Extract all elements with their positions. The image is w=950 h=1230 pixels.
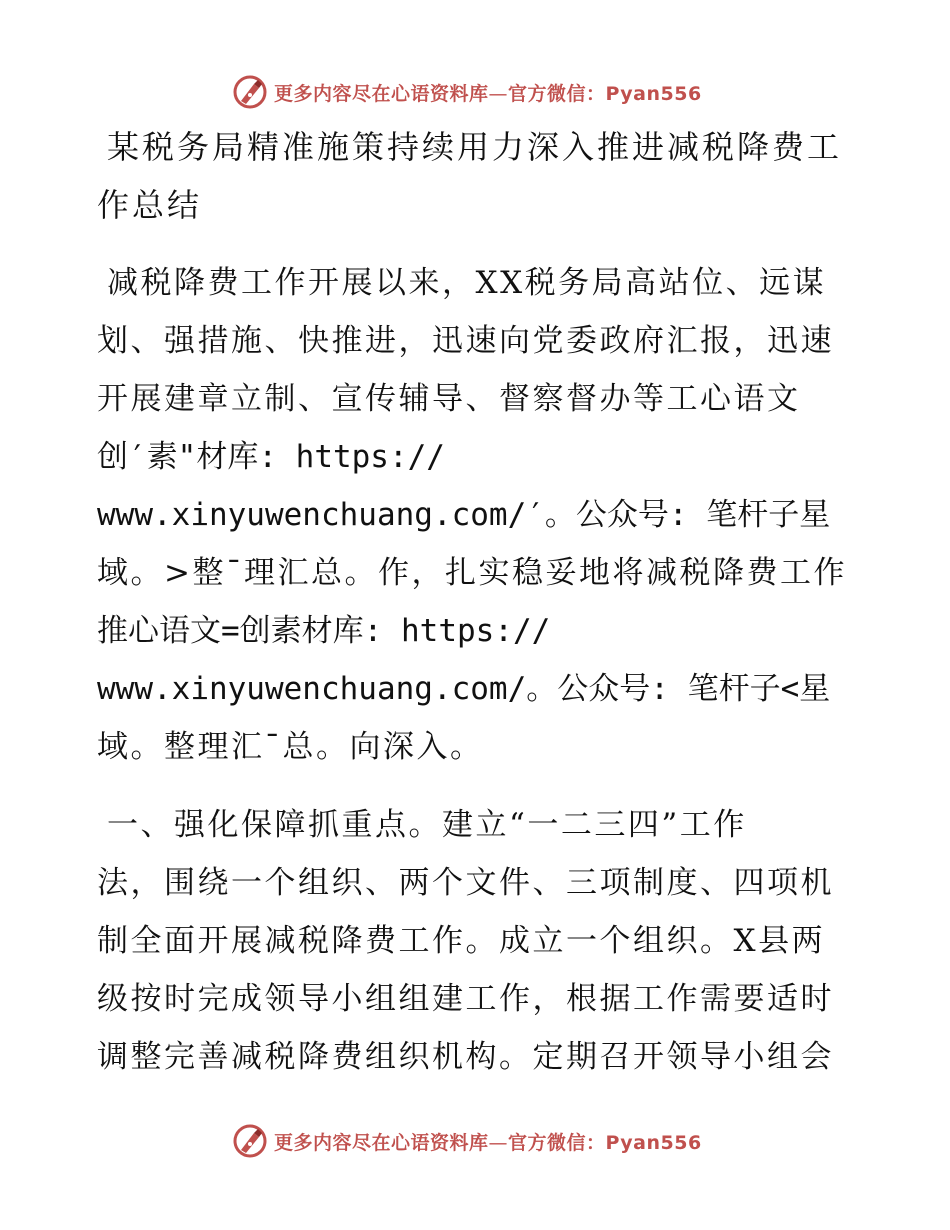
pen-nib-logo — [232, 74, 268, 110]
text-line: 划、强措施、快推进，迅速向党委政府汇报，迅速 — [97, 323, 834, 359]
text-line: 推心语文=创素材库: https:// — [97, 613, 551, 649]
title-line: 作总结 — [97, 186, 203, 224]
text-line: 域。整理汇¯总。向深入。 — [97, 729, 484, 765]
text-line: 域。>整¯理汇总。作，扎实稳妥地将减税降费工作 — [97, 555, 847, 591]
text-line: 调整完善减税降费组织机构。定期召开领导小组会 — [97, 1039, 834, 1075]
title-line: 某税务局精准施策持续用力深入推进减税降费工 — [107, 128, 843, 166]
text-line: 级按时完成领导小组组建工作，根据工作需要适时 — [97, 981, 834, 1017]
text-line: www.xinyuwenchuang.com/。公众号: 笔杆子<星 — [97, 671, 831, 707]
text-line: 减税降费工作开展以来，XX税务局高站位、远谋 — [107, 265, 827, 301]
text-line: www.xinyuwenchuang.com/′。公众号: 笔杆子星 — [97, 497, 831, 533]
paragraph-section-one — [97, 796, 857, 1086]
text-line: 一、强化保障抓重点。建立“一二三四”工作 — [107, 807, 747, 843]
document-title — [97, 118, 857, 234]
footer-banner — [232, 1121, 712, 1161]
banner-wechat: 官方微信：Pyan556 — [508, 82, 702, 105]
text-line: 制全面开展减税降费工作。成立一个组织。X县两 — [97, 923, 826, 959]
banner-title: 更多内容尽在心语资料库 — [274, 82, 489, 105]
document-body — [97, 118, 857, 1086]
text-line: 开展建章立制、宣传辅导、督察督办等工心语文 — [97, 381, 801, 417]
text-line: 创′素"材库: https:// — [97, 439, 445, 475]
paragraph-intro — [97, 254, 857, 776]
banner-separator: — — [488, 82, 509, 105]
banner-title: 更多内容尽在心语资料库 — [274, 1131, 489, 1154]
banner-separator: — — [488, 1131, 509, 1154]
text-line: 法，围绕一个组织、两个文件、三项制度、四项机 — [97, 865, 834, 901]
banner-wechat: 官方微信：Pyan556 — [508, 1131, 702, 1154]
header-banner — [232, 72, 712, 112]
pen-nib-logo — [232, 1123, 268, 1159]
